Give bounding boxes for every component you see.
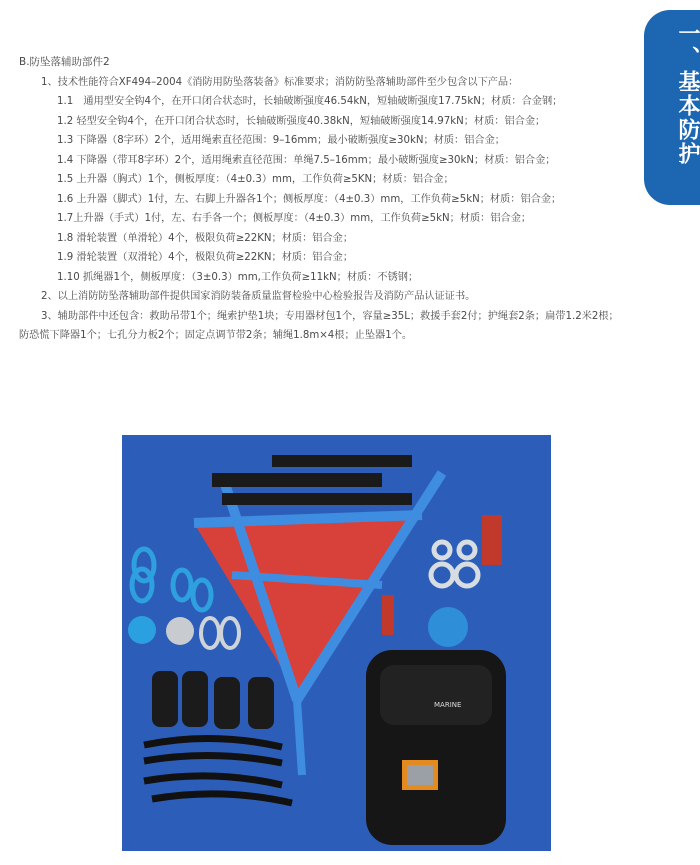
adjustment-strap bbox=[212, 473, 382, 487]
document-body bbox=[19, 53, 619, 346]
paragraph-1: 1、技术性能符合XF494–2004《消防用防坠落装备》标准要求；消防防坠落辅助部件至少包含以下产品： bbox=[41, 76, 519, 88]
item-1-3: 1.3 下降器（8字环）2个，适用绳索直径范围：9–16mm；最小破断强度≥30kN；材质：铝合金； bbox=[57, 135, 505, 146]
item-1-2: 1.2 轻型安全钩4个，在开口闭合状态时，长轴破断强度40.38kN，短轴破断强度14.97kN；材质：铝合金； bbox=[57, 115, 546, 127]
item-1-6: 1.6 上升器（脚式）1付，左、右脚上升器各1个；侧板厚度：（4±0.3）mm，工作负荷≥5kN；材质：铝合金； bbox=[57, 193, 562, 205]
chapter-title: 一、基本防护 bbox=[675, 22, 700, 166]
equipment-illustration bbox=[122, 435, 551, 851]
equipment-photo bbox=[122, 435, 551, 851]
item-1-4: 1.4 下降器（带耳8字环）2个，适用绳索直径范围：单绳7.5–16mm；最小破断强度≥30kN；材质：铝合金； bbox=[57, 154, 556, 166]
item-1-9: 1.9 滑轮装置（双滑轮）4个，极限负荷≥22KN；材质：铝合金； bbox=[57, 252, 354, 263]
item-1-10: 1.10 抓绳器1个，侧板厚度：（3±0.3）mm,工作负荷≥11kN；材质：不锈钢； bbox=[57, 271, 419, 283]
paragraph-2: 2、以上消防防坠落辅助部件提供国家消防装备质量监督检验中心检验报告及消防产品认证证书。 bbox=[41, 291, 476, 302]
equipment-bag bbox=[366, 650, 506, 845]
section-heading: B.防坠落辅助部件2 bbox=[19, 56, 110, 68]
pulley bbox=[128, 616, 156, 644]
item-1-1: 1.1 通用型安全钩4个，在开口闭合状态时，长轴破断强度46.54kN，短轴破断强度17.75kN；材质：合金钢； bbox=[57, 96, 563, 107]
anchor-plate bbox=[428, 607, 468, 647]
item-1-5: 1.5 上升器（胸式）1个，侧板厚度：（4±0.3）mm，工作负荷≥5KN；材质：铝合金； bbox=[57, 174, 454, 185]
bag-brand: MARINE bbox=[434, 701, 462, 709]
chapter-side-tab bbox=[644, 10, 700, 205]
paragraph-3: 3、辅助部件中还包含：救助吊带1个；绳索护垫1块；专用器材包1个，容量≥35L；救援手套2付；护绳套2条；扁带1.2米2根；防恐慌下降器1个；七孔分力板2个；固定点调节带2条；辅绳1.8m×4根；止坠器1个。 bbox=[19, 310, 619, 341]
item-1-8: 1.8 滑轮装置（单滑轮）4个，极限负荷≥22KN；材质：铝合金； bbox=[57, 232, 354, 244]
item-1-7: 1.7上升器（手式）1付，左、右手各一个；侧板厚度：（4±0.3）mm，工作负荷≥5kN；材质：铝合金； bbox=[57, 213, 532, 224]
